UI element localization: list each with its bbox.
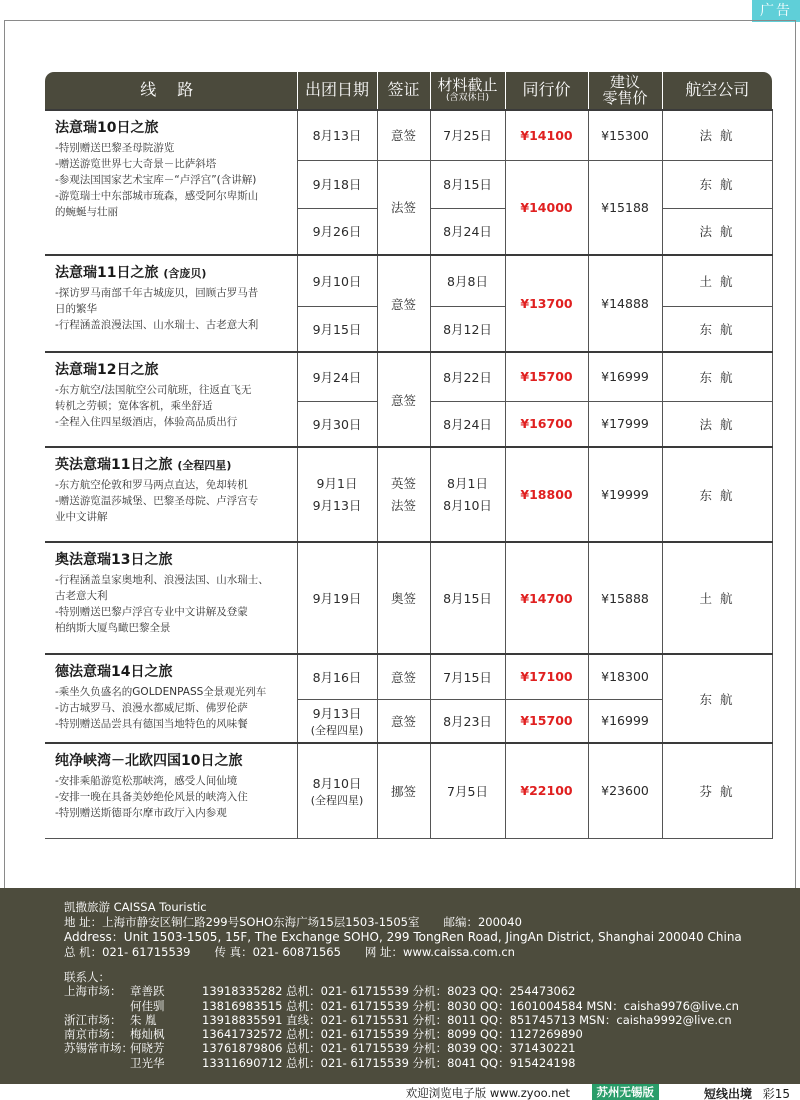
- visa-type: 英签 法签: [377, 447, 430, 542]
- trade-price: ¥14700: [505, 542, 588, 654]
- docs-deadline: 8月15日: [430, 160, 505, 208]
- list-item: 何佳驯 13816983515 总机：021- 61715539 分机：8030 QQ：1601004584 MSN：caisha9976@live.cn: [130, 998, 739, 1013]
- table-row: [45, 110, 772, 160]
- departure-date: 8月13日: [297, 110, 377, 160]
- trade-price: ¥17100: [505, 654, 588, 699]
- route-title: 法意瑞12日之旅: [55, 362, 159, 378]
- visa-type: 意签: [377, 255, 430, 352]
- visa-type: 意签: [377, 110, 430, 160]
- route-detail: -特别赠送品尝具有德国当地特色的风味餐: [55, 718, 248, 730]
- route-detail: -特别赠送斯德哥尔摩市政厅入内参观: [55, 807, 227, 819]
- route-cell: [45, 110, 297, 255]
- route-title: 法意瑞10日之旅: [55, 120, 159, 136]
- airline: 东 航: [662, 352, 772, 401]
- docs-deadline: 7月25日: [430, 110, 505, 160]
- retail-price: ¥18300: [588, 654, 662, 699]
- docs-deadline: 8月24日: [430, 401, 505, 447]
- departure-date: 9月26日: [297, 208, 377, 255]
- header-route: 线 路: [45, 72, 297, 110]
- visa-type: 意签: [377, 654, 430, 699]
- departure-date: 9月15日: [297, 306, 377, 352]
- route-detail: -东方航空/法国航空公司航班，往返直飞无: [55, 384, 252, 396]
- list-item: 苏锡常市场：何晓芳 13761879806 总机：021- 61715539 分机：8039 QQ：371430221: [64, 1041, 576, 1056]
- tour-table: [45, 72, 773, 839]
- company-phone-line: 总 机：021- 61715539 传 真：021- 60871565 网 址：www.caissa.com.cn: [64, 945, 515, 959]
- website-link[interactable]: 网 址：www.caissa.com.cn: [364, 945, 515, 959]
- list-item: 南京市场： 梅灿枫 13641732572 总机：021- 61715539 分机：8099 QQ：1127269890: [64, 1027, 583, 1042]
- route-cell: [45, 255, 297, 352]
- airline: 法 航: [662, 110, 772, 160]
- docs-deadline: 7月5日: [430, 743, 505, 838]
- docs-deadline: 8月22日: [430, 352, 505, 401]
- route-detail: 日的繁华: [55, 303, 97, 315]
- company-name: 凯撒旅游 CAISSA Touristic: [64, 900, 207, 914]
- fax: 传 真：021- 60871565: [214, 945, 341, 959]
- retail-price: ¥15300: [588, 110, 662, 160]
- docs-deadline: 8月15日: [430, 542, 505, 654]
- browse-link[interactable]: 欢迎浏览电子版 www.zyoo.net: [405, 1086, 570, 1100]
- trade-price: ¥15700: [505, 699, 588, 743]
- trade-price: ¥16700: [505, 401, 588, 447]
- departure-date: 9月13日 (全程四星): [297, 699, 377, 743]
- airline: 东 航: [662, 160, 772, 208]
- airline: 土 航: [662, 542, 772, 654]
- route-detail: -赠送游览温莎城堡、巴黎圣母院、卢浮宫专: [55, 495, 259, 507]
- route-detail: 转机之劳顿；宽体客机，乘坐舒适: [55, 400, 213, 412]
- route-detail: 的蜿蜒与壮丽: [55, 206, 118, 218]
- route-cell: [45, 542, 297, 654]
- page-footer-bar: [0, 1084, 800, 1100]
- route-detail: -全程入住四星级酒店，体验高品质出行: [55, 416, 238, 428]
- header-trade-price: 同行价: [505, 72, 588, 110]
- route-detail: -探访罗马南部千年古城庞贝，回顾古罗马昔: [55, 287, 259, 299]
- route-cell: [45, 447, 297, 542]
- retail-price: ¥16999: [588, 699, 662, 743]
- table-row: [45, 447, 772, 542]
- contacts-label: 联系人：: [64, 970, 110, 984]
- docs-deadline: 8月8日: [430, 255, 505, 306]
- trade-price: ¥15700: [505, 352, 588, 401]
- route-title: 法意瑞11日之旅 (含庞贝): [55, 265, 207, 281]
- route-cell: [45, 654, 297, 743]
- departure-date: 9月18日: [297, 160, 377, 208]
- route-detail: -特别赠送巴黎卢浮宫专业中文讲解及登蒙: [55, 606, 248, 618]
- list-item: 上海市场： 章善跃 13918335282 总机：021- 61715539 分机：8023 QQ：254473062: [64, 984, 576, 999]
- airline: 东 航: [662, 654, 772, 743]
- route-title: 奥法意瑞13日之旅: [55, 552, 173, 568]
- header-departure: 出团日期: [297, 72, 377, 110]
- route-detail: 柏纳斯大厦鸟瞰巴黎全景: [55, 622, 171, 634]
- route-title: 纯净峡湾－北欧四国10日之旅: [55, 753, 243, 769]
- company-address: 地 址：上海市静安区铜仁路299号SOHO东海广场15层1503-1505室 邮编：200040: [64, 915, 522, 929]
- edition-badge: 苏州无锡版: [592, 1084, 660, 1100]
- route-title: 德法意瑞14日之旅: [55, 664, 173, 680]
- route-detail: -游览瑞士中东部城市琉森，感受阿尔卑斯山: [55, 190, 259, 202]
- retail-price: ¥15188: [588, 160, 662, 255]
- contact-footer: [0, 888, 800, 1084]
- route-detail: -行程涵盖浪漫法国、山水瑞士、古老意大利: [55, 319, 259, 331]
- docs-deadline: 7月15日: [430, 654, 505, 699]
- airline: 土 航: [662, 255, 772, 306]
- docs-deadline: 8月1日 8月10日: [430, 447, 505, 542]
- header-visa: 签证: [377, 72, 430, 110]
- airline: 法 航: [662, 208, 772, 255]
- airline: 法 航: [662, 401, 772, 447]
- header-retail-price: 建议 零售价: [588, 72, 662, 110]
- table-row: [45, 352, 772, 401]
- section-title: 短线出境: [703, 1087, 752, 1100]
- airline: 东 航: [662, 447, 772, 542]
- departure-date: 9月10日: [297, 255, 377, 306]
- retail-price: ¥16999: [588, 352, 662, 401]
- retail-price: ¥19999: [588, 447, 662, 542]
- departure-date: 9月24日: [297, 352, 377, 401]
- table-row: [45, 654, 772, 699]
- route-detail: -安排乘船游览松那峡湾，感受人间仙境: [55, 775, 238, 787]
- company-address-en: Address：Unit 1503-1505, 15F, The Exchange SOHO, 299 TongRen Road, JingAn District, Shanghai 200040 China: [64, 930, 742, 944]
- postcode: 邮编：200040: [443, 915, 522, 929]
- ad-label: 广告: [752, 0, 800, 22]
- visa-type: 意签: [377, 352, 430, 447]
- docs-deadline: 8月24日: [430, 208, 505, 255]
- departure-date: 9月30日: [297, 401, 377, 447]
- trade-price: ¥22100: [505, 743, 588, 838]
- route-title: 英法意瑞11日之旅 (全程四星): [55, 457, 232, 473]
- route-detail: -行程涵盖皇家奥地利、浪漫法国、山水瑞士、: [55, 574, 269, 586]
- docs-deadline: 8月23日: [430, 699, 505, 743]
- route-detail: -东方航空伦敦和罗马两点直达，免却转机: [55, 479, 248, 491]
- departure-date: 8月16日: [297, 654, 377, 699]
- docs-deadline: 8月12日: [430, 306, 505, 352]
- visa-type: 奥签: [377, 542, 430, 654]
- route-detail: -赠送游览世界七大奇景－比萨斜塔: [55, 158, 217, 170]
- list-item: 浙江市场： 朱 胤 13918835591 直线：021- 61715531 分机：8011 QQ：851745713 MSN：caisha9992@live.cn: [64, 1012, 732, 1027]
- retail-price: ¥23600: [588, 743, 662, 838]
- route-cell: [45, 743, 297, 838]
- retail-price: ¥15888: [588, 542, 662, 654]
- retail-price: ¥14888: [588, 255, 662, 352]
- company-info: [64, 900, 742, 960]
- route-detail: -安排一晚在具备美妙绝伦风景的峡湾入住: [55, 791, 248, 803]
- departure-date: 8月10日 (全程四星): [297, 743, 377, 838]
- trade-price: ¥14000: [505, 160, 588, 255]
- header-airline: 航空公司: [662, 72, 772, 110]
- airline: 芬 航: [662, 743, 772, 838]
- trade-price: ¥13700: [505, 255, 588, 352]
- route-detail: 古老意大利: [55, 590, 108, 602]
- table-row: [45, 542, 772, 654]
- header-docs-deadline: 材料截止 (含双休日): [430, 72, 505, 110]
- visa-type: 挪签: [377, 743, 430, 838]
- route-detail: -参观法国国家艺术宝库－“卢浮宫”(含讲解): [55, 174, 257, 186]
- page-number: 彩15: [762, 1087, 790, 1100]
- departure-date: 9月19日: [297, 542, 377, 654]
- table-row: [45, 255, 772, 306]
- list-item: 卫光华 13311690712 总机：021- 61715539 分机：8041 QQ：915424198: [130, 1055, 576, 1070]
- visa-type: 法签: [377, 160, 430, 255]
- contacts-list: [64, 970, 739, 1070]
- departure-date: 9月1日 9月13日: [297, 447, 377, 542]
- route-detail: -乘坐久负盛名的GOLDENPASS全景观光列车: [55, 686, 267, 698]
- visa-type: 意签: [377, 699, 430, 743]
- retail-price: ¥17999: [588, 401, 662, 447]
- table-header: [45, 72, 772, 110]
- route-cell: [45, 352, 297, 447]
- trade-price: ¥14100: [505, 110, 588, 160]
- route-detail: -访古城罗马、浪漫水都威尼斯、佛罗伦萨: [55, 702, 248, 714]
- route-detail: -特别赠送巴黎圣母院游览: [55, 142, 175, 154]
- table-row: [45, 743, 772, 838]
- trade-price: ¥18800: [505, 447, 588, 542]
- airline: 东 航: [662, 306, 772, 352]
- route-detail: 业中文讲解: [55, 511, 108, 523]
